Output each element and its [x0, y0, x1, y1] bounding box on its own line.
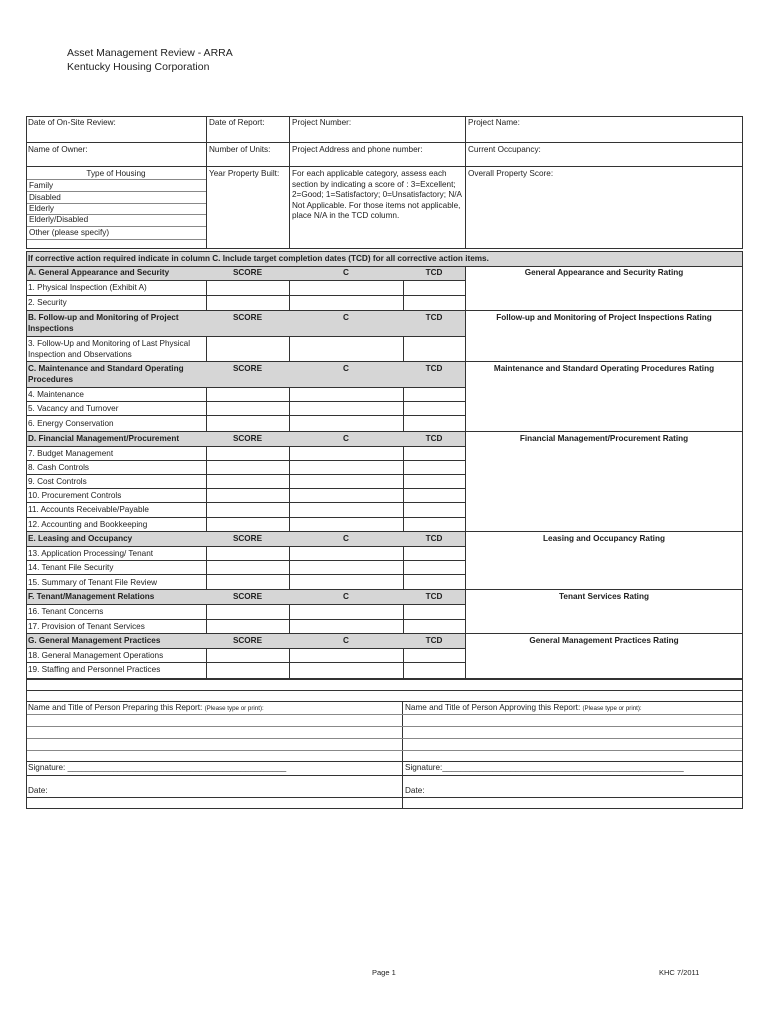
section-f-c-header: C [343, 592, 349, 601]
section-g-title: G. General Management Practices [28, 636, 161, 645]
date-report-field[interactable]: Date of Report: [209, 118, 265, 127]
project-number-field[interactable]: Project Number: [292, 118, 352, 127]
section-d-tcd-header: TCD [425, 434, 443, 443]
housing-type-elderly-disabled[interactable]: Elderly/Disabled [29, 215, 89, 224]
housing-type-other[interactable]: Other (please specify) [29, 228, 110, 237]
section-e-tcd-header: TCD [425, 534, 443, 543]
item-6: 6. Energy Conservation [28, 419, 114, 428]
item-7: 7. Budget Management [28, 449, 114, 458]
overall-score-field[interactable]: Overall Property Score: [468, 169, 554, 178]
occupancy-field[interactable]: Current Occupancy: [468, 145, 541, 154]
item-5: 5. Vacancy and Turnover [28, 404, 119, 413]
housing-type-disabled[interactable]: Disabled [29, 193, 61, 202]
section-c-c-header: C [343, 364, 349, 373]
item-19: 19. Staffing and Personnel Practices [28, 665, 161, 674]
section-e-title: E. Leasing and Occupancy [28, 534, 133, 543]
section-d-score-header: SCORE [232, 434, 263, 443]
section-b-rating: Follow-up and Monitoring of Project Inspections Rating [496, 313, 712, 322]
section-e-rating: Leasing and Occupancy Rating [543, 534, 665, 543]
corrective-action-note: If corrective action required indicate in column C. Include target completion dates (TCD) for all corrective action items. [28, 254, 489, 263]
item-8: 8. Cash Controls [28, 463, 89, 472]
preparer-label[interactable]: Name and Title of Person Preparing this Report: (Please type or print): [28, 703, 264, 712]
year-built-field[interactable]: Year Property Built: [209, 169, 280, 178]
item-14: 14. Tenant File Security [28, 563, 114, 572]
section-d-c-header: C [343, 434, 349, 443]
section-b-score-header: SCORE [232, 313, 263, 322]
section-c-rating: Maintenance and Standard Operating Procedures Rating [493, 364, 715, 373]
scoring-instructions: For each applicable category, assess each section by indicating a score of : 3=Excellent; 2=Good; 1=Satisfactory; 0=Unsatisfactory; N/A Not Applicable. For those items not applicable, place N/A in the TCD column. [292, 169, 462, 221]
section-g-tcd-header: TCD [425, 636, 443, 645]
section-f-rating: Tenant Services Rating [559, 592, 649, 601]
section-c-title: C. Maintenance and Standard Operating Procedures [28, 364, 184, 384]
units-field[interactable]: Number of Units: [209, 145, 271, 154]
document-header [67, 46, 233, 74]
header-title: Asset Management Review - ARRA [67, 47, 233, 59]
approver-signature-line[interactable]: Signature:_____________________________________________________ [405, 763, 684, 772]
form-code: KHC 7/2011 [659, 968, 700, 977]
section-c-tcd-header: TCD [425, 364, 443, 373]
item-11: 11. Accounts Receivable/Payable [28, 505, 149, 514]
section-e-score-header: SCORE [232, 534, 263, 543]
section-g-c-header: C [343, 636, 349, 645]
section-b-tcd-header: TCD [425, 313, 443, 322]
section-f-score-header: SCORE [232, 592, 263, 601]
housing-type-family[interactable]: Family [29, 181, 54, 190]
project-name-field[interactable]: Project Name: [468, 118, 520, 127]
housing-type-elderly[interactable]: Elderly [29, 204, 55, 213]
section-f-tcd-header: TCD [425, 592, 443, 601]
owner-field[interactable]: Name of Owner: [28, 145, 88, 154]
section-b-c-header: C [343, 313, 349, 322]
item-18: 18. General Management Operations [28, 651, 164, 660]
section-d-title: D. Financial Management/Procurement [28, 434, 180, 443]
item-13: 13. Application Processing/ Tenant [28, 549, 154, 558]
item-12: 12. Accounting and Bookkeeping [28, 520, 148, 529]
section-c-score-header: SCORE [232, 364, 263, 373]
section-b-title: B. Follow-up and Monitoring of Project Inspections [28, 313, 179, 333]
section-a-c-header: C [343, 268, 349, 277]
item-1: 1. Physical Inspection (Exhibit A) [28, 283, 147, 292]
page-number: Page 1 [372, 968, 396, 977]
section-a-score-header: SCORE [232, 268, 263, 277]
section-g-score-header: SCORE [232, 636, 263, 645]
item-10: 10. Procurement Controls [28, 491, 122, 500]
item-4: 4. Maintenance [28, 390, 84, 399]
item-15: 15. Summary of Tenant File Review [28, 578, 158, 587]
preparer-signature-line[interactable]: Signature: ________________________________________________ [28, 763, 287, 772]
date-onsite-field[interactable]: Date of On-Site Review: [28, 118, 116, 127]
section-e-c-header: C [343, 534, 349, 543]
approver-date-field[interactable]: Date: [405, 786, 425, 795]
address-field[interactable]: Project Address and phone number: [292, 145, 423, 154]
item-3: 3. Follow-Up and Monitoring of Last Physical Inspection and Observations [28, 339, 191, 359]
section-a-tcd-header: TCD [425, 268, 443, 277]
section-a-title: A. General Appearance and Security [28, 268, 170, 277]
signoff-block [26, 679, 743, 809]
section-d-rating: Financial Management/Procurement Rating [519, 434, 689, 443]
section-f-title: F. Tenant/Management Relations [28, 592, 155, 601]
item-2: 2. Security [28, 298, 67, 307]
header-org: Kentucky Housing Corporation [67, 61, 210, 73]
item-16: 16. Tenant Concerns [28, 607, 104, 616]
section-a-rating: General Appearance and Security Rating [524, 268, 684, 277]
approver-label[interactable]: Name and Title of Person Approving this Report: (Please type or print): [405, 703, 642, 712]
type-housing-label: Type of Housing [86, 169, 146, 178]
preparer-date-field[interactable]: Date: [28, 786, 48, 795]
item-9: 9. Cost Controls [28, 477, 87, 486]
item-17: 17. Provision of Tenant Services [28, 622, 145, 631]
section-g-rating: General Management Practices Rating [529, 636, 679, 645]
